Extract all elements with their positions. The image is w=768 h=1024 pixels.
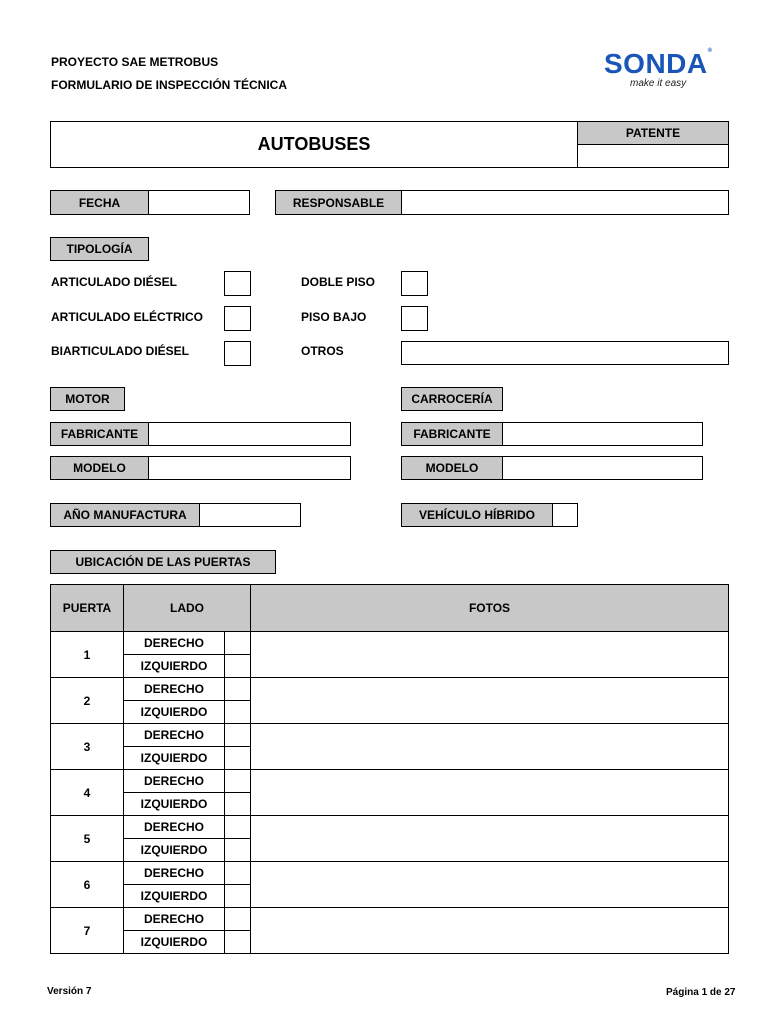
motor-fabricante-label: FABRICANTE xyxy=(50,422,149,446)
anio-manufactura-label: AÑO MANUFACTURA xyxy=(50,503,200,527)
door-side-checkbox[interactable] xyxy=(225,862,251,885)
piso-bajo-label: PISO BAJO xyxy=(301,310,367,324)
header-fotos: FOTOS xyxy=(251,585,729,632)
header-form-title: FORMULARIO DE INSPECCIÓN TÉCNICA xyxy=(51,78,288,92)
door-number: 5 xyxy=(51,816,124,862)
door-number: 7 xyxy=(51,908,124,954)
logo-tagline: make it easy xyxy=(630,78,687,89)
motor-modelo-field[interactable] xyxy=(148,456,351,480)
fecha-label: FECHA xyxy=(50,190,149,215)
tipologia-label: TIPOLOGÍA xyxy=(50,237,149,261)
motor-modelo-label: MODELO xyxy=(50,456,149,480)
door-side-label: IZQUIERDO xyxy=(124,701,225,724)
door-photos-cell[interactable] xyxy=(251,816,729,862)
door-side-label: DERECHO xyxy=(124,632,225,655)
patente-label: PATENTE xyxy=(577,121,729,145)
door-side-checkbox[interactable] xyxy=(225,747,251,770)
door-side-checkbox[interactable] xyxy=(225,931,251,954)
motor-label: MOTOR xyxy=(50,387,125,411)
carroceria-fabricante-label: FABRICANTE xyxy=(401,422,503,446)
door-row xyxy=(51,908,729,931)
door-side-label: IZQUIERDO xyxy=(124,655,225,678)
door-photos-cell[interactable] xyxy=(251,770,729,816)
footer-version: Versión 7 xyxy=(47,986,92,997)
carroceria-modelo-field[interactable] xyxy=(502,456,703,480)
logo-text: SONDA xyxy=(604,48,708,79)
door-side-checkbox[interactable] xyxy=(225,793,251,816)
door-side-label: DERECHO xyxy=(124,816,225,839)
door-side-checkbox[interactable] xyxy=(225,655,251,678)
articulado-diesel-checkbox[interactable] xyxy=(224,271,251,296)
door-side-label: DERECHO xyxy=(124,862,225,885)
doors-table xyxy=(50,584,729,954)
header-project: PROYECTO SAE METROBUS xyxy=(51,55,219,69)
page-title: AUTOBUSES xyxy=(257,134,371,154)
logo-registered-mark: ® xyxy=(707,48,713,54)
motor-fabricante-field[interactable] xyxy=(148,422,351,446)
otros-label: OTROS xyxy=(301,344,344,358)
door-side-label: IZQUIERDO xyxy=(124,839,225,862)
door-side-checkbox[interactable] xyxy=(225,885,251,908)
sonda-logo xyxy=(604,48,734,93)
articulado-diesel-label: ARTICULADO DIÉSEL xyxy=(51,275,177,289)
piso-bajo-checkbox[interactable] xyxy=(401,306,428,331)
carroceria-label: CARROCERÍA xyxy=(401,387,503,411)
door-row xyxy=(51,816,729,839)
door-side-checkbox[interactable] xyxy=(225,816,251,839)
door-number: 1 xyxy=(51,632,124,678)
carroceria-fabricante-field[interactable] xyxy=(502,422,703,446)
door-row xyxy=(51,770,729,793)
door-side-label: DERECHO xyxy=(124,908,225,931)
title-box xyxy=(50,121,578,168)
header-lado: LADO xyxy=(124,585,251,632)
articulado-electrico-label: ARTICULADO ELÉCTRICO xyxy=(51,310,203,324)
door-photos-cell[interactable] xyxy=(251,678,729,724)
anio-manufactura-field[interactable] xyxy=(199,503,301,527)
door-photos-cell[interactable] xyxy=(251,724,729,770)
door-side-checkbox[interactable] xyxy=(225,839,251,862)
door-number: 4 xyxy=(51,770,124,816)
door-number: 6 xyxy=(51,862,124,908)
footer-page-number: Página 1 de 27 xyxy=(666,987,736,998)
door-side-label: DERECHO xyxy=(124,770,225,793)
responsable-label: RESPONSABLE xyxy=(275,190,402,215)
carroceria-modelo-label: MODELO xyxy=(401,456,503,480)
fecha-field[interactable] xyxy=(148,190,250,215)
biarticulado-diesel-checkbox[interactable] xyxy=(224,341,251,366)
door-number: 2 xyxy=(51,678,124,724)
door-side-label: IZQUIERDO xyxy=(124,747,225,770)
door-side-checkbox[interactable] xyxy=(225,908,251,931)
vehiculo-hibrido-label: VEHÍCULO HÍBRIDO xyxy=(401,503,553,527)
door-side-checkbox[interactable] xyxy=(225,678,251,701)
door-side-label: IZQUIERDO xyxy=(124,885,225,908)
door-number: 3 xyxy=(51,724,124,770)
door-side-label: DERECHO xyxy=(124,678,225,701)
door-photos-cell[interactable] xyxy=(251,632,729,678)
door-side-checkbox[interactable] xyxy=(225,701,251,724)
otros-field[interactable] xyxy=(401,341,729,365)
doble-piso-checkbox[interactable] xyxy=(401,271,428,296)
ubicacion-puertas-label: UBICACIÓN DE LAS PUERTAS xyxy=(50,550,276,574)
door-side-label: IZQUIERDO xyxy=(124,931,225,954)
door-row xyxy=(51,632,729,655)
door-side-label: IZQUIERDO xyxy=(124,793,225,816)
door-side-checkbox[interactable] xyxy=(225,724,251,747)
door-photos-cell[interactable] xyxy=(251,908,729,954)
door-photos-cell[interactable] xyxy=(251,862,729,908)
door-side-checkbox[interactable] xyxy=(225,770,251,793)
responsable-field[interactable] xyxy=(401,190,729,215)
door-row xyxy=(51,724,729,747)
door-row xyxy=(51,678,729,701)
articulado-electrico-checkbox[interactable] xyxy=(224,306,251,331)
door-side-checkbox[interactable] xyxy=(225,632,251,655)
patente-field[interactable] xyxy=(577,144,729,168)
biarticulado-diesel-label: BIARTICULADO DIÉSEL xyxy=(51,344,189,358)
doble-piso-label: DOBLE PISO xyxy=(301,275,376,289)
header-puerta: PUERTA xyxy=(51,585,124,632)
door-row xyxy=(51,862,729,885)
door-side-label: DERECHO xyxy=(124,724,225,747)
vehiculo-hibrido-checkbox[interactable] xyxy=(552,503,578,527)
